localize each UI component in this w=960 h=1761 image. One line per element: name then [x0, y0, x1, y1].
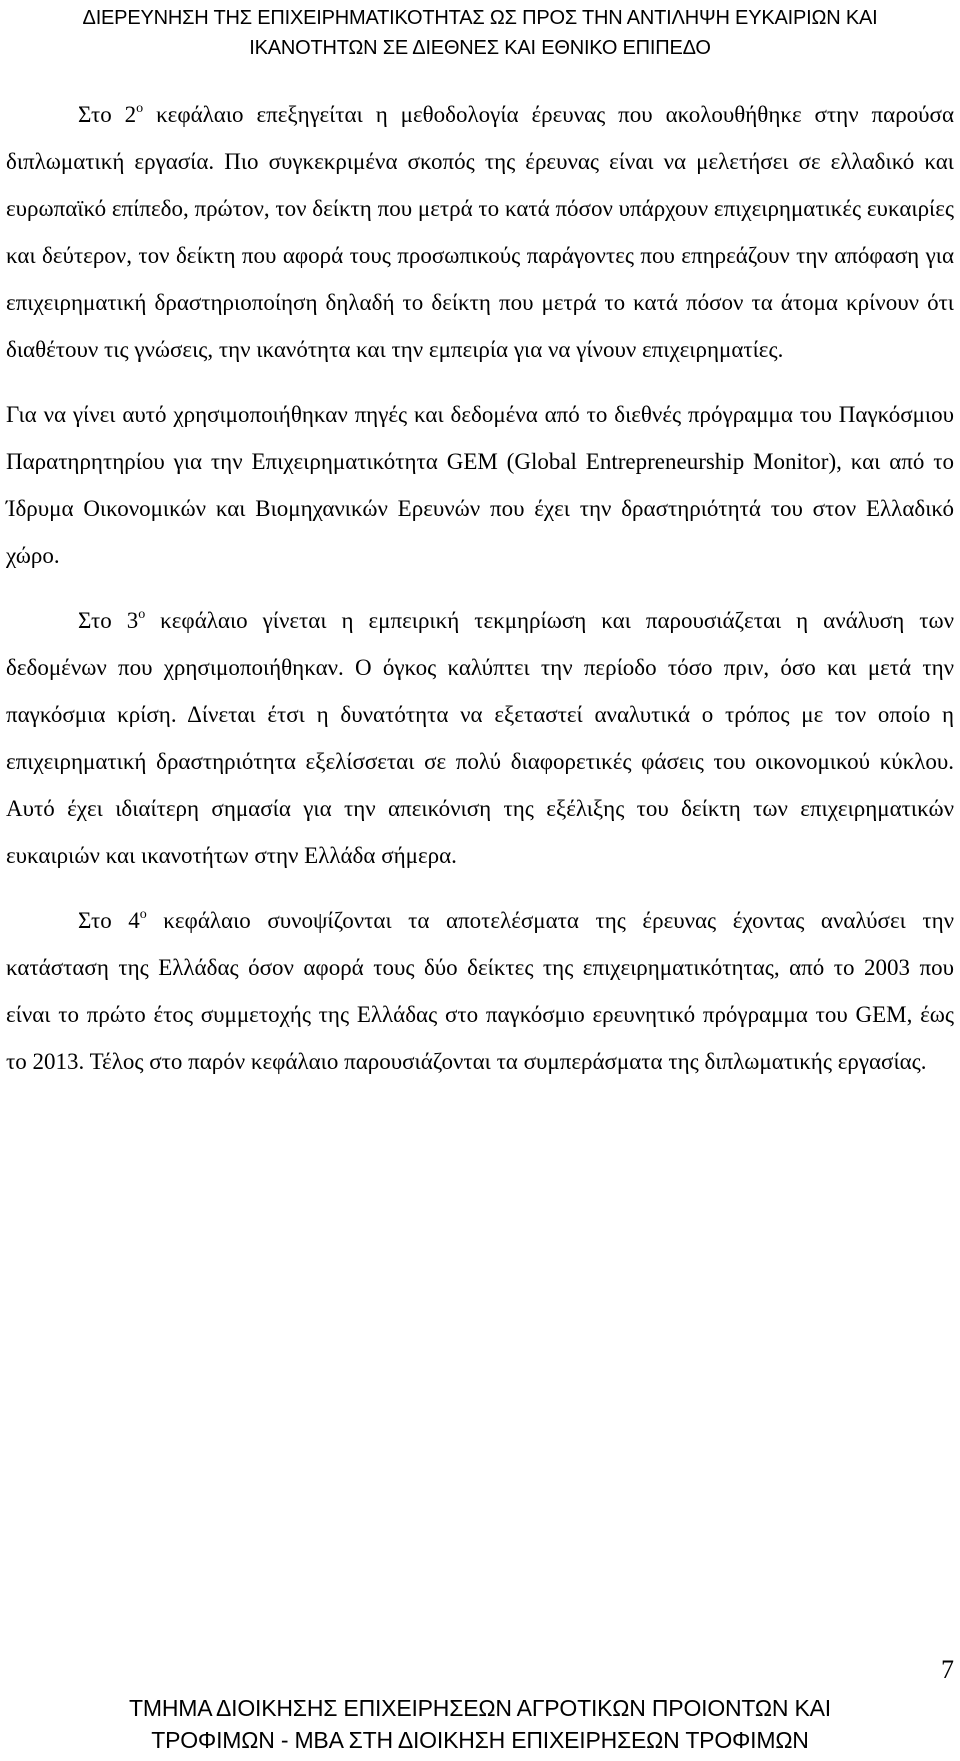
paragraph-chapter-4-text: κεφάλαιο συνοψίζονται τα αποτελέσματα της έρευνας έχοντας αναλύσει την κατάσταση της Ελλάδας όσον αφορά τους δύο δείκτες της επιχειρηματικότητας, από το 2003 που είναι το πρώτο έτος συμμετοχής της Ελλάδας στο παγκόσμιο ερευνητικό πρόγραμμα του GEM, έως το 2013. Τέλος στο παρόν κεφάλαιο παρουσιάζονται τα συμπεράσματα της διπλωματικής εργασίας. [6, 908, 955, 1074]
paragraph-chapter-3 [6, 597, 954, 879]
header-title-line-1: ΔΙΕΡΕΥΝΗΣΗ ΤΗΣ ΕΠΙΧΕΙΡΗΜΑΤΙΚΟΤΗΤΑΣ ΩΣ ΠΡΟΣ ΤΗΝ ΑΝΤΙΛΗΨΗ ΕΥΚΑΙΡΙΩΝ ΚΑΙ [82, 7, 878, 29]
ordinal-superscript: ο [138, 607, 146, 622]
ordinal-superscript: ο [136, 101, 144, 116]
paragraph-chapter-4 [6, 897, 954, 1085]
footer-line-1: ΤΜΗΜΑ ΔΙΟΙΚΗΣΗΣ ΕΠΙΧΕΙΡΗΣΕΩΝ ΑΓΡΟΤΙΚΩΝ ΠΡΟΙΟΝΤΩΝ ΚΑΙ [129, 1695, 831, 1721]
paragraph-chapter-4-lead: Στο 4 [78, 908, 140, 933]
header-title-line-2: ΙΚΑΝΟΤΗΤΩΝ ΣΕ ΔΙΕΘΝΕΣ ΚΑΙ ΕΘΝΙΚΟ ΕΠΙΠΕΔΟ [249, 37, 711, 59]
page-number: 7 [941, 1655, 954, 1684]
footer-line-2: ΤΡΟΦΙΜΩΝ - ΜΒΑ ΣΤΗ ΔΙΟΙΚΗΣΗ ΕΠΙΧΕΙΡΗΣΕΩΝ ΤΡΟΦΙΜΩΝ [151, 1727, 809, 1753]
page-header [0, 0, 960, 63]
paragraph-chapter-2-text: κεφάλαιο επεξηγείται η μεθοδολογία έρευνας που ακολουθήθηκε στην παρούσα διπλωματική εργασία. Πιο συγκεκριμένα σκοπός της έρευνας είναι να μελετήσει σε ελλαδικό και ευρωπαϊκό επίπεδο, πρώτον, τον δείκτη που μετρά το κατά πόσον υπάρχουν επιχειρηματικές ευκαιρίες και δεύτερον, τον δείκτη που αφορά τους προσωπικούς παράγοντες που επηρεάζουν την απόφαση για επιχειρηματική δραστηριοποίηση δηλαδή το δείκτη που μετρά το κατά πόσον τα άτομα κρίνουν ότι διαθέτουν τις γνώσεις, την ικανότητα και την εμπειρία για να γίνουν επιχειρηματίες. [6, 102, 955, 362]
paragraph-chapter-3-text: κεφάλαιο γίνεται η εμπειρική τεκμηρίωση και παρουσιάζεται η ανάλυση των δεδομένων που χρησιμοποιήθηκαν. Ο όγκος καλύπτει την περίοδο τόσο πριν, όσο και μετά την παγκόσμια κρίση. Δίνεται έτσι η δυνατότητα να εξεταστεί αναλυτικά ο τρόπος με τον οποίο η επιχειρηματική δραστηριότητα εξελίσσεται σε πολύ διαφορετικές φάσεις του οικονομικού κύκλου. Αυτό έχει ιδιαίτερη σημασία για την απεικόνιση της εξέλιξης του δείκτη των επιχειρηματικών ευκαιριών και ικανοτήτων στην Ελλάδα σήμερα. [6, 608, 954, 868]
paragraph-data-sources: Για να γίνει αυτό χρησιμοποιήθηκαν πηγές και δεδομένα από το διεθνές πρόγραμμα του Παγκόσμιου Παρατηρητηρίου για την Επιχειρηματικότητα GEM (Global Entrepreneurship Monitor), και από το Ίδρυμα Οικονομικών και Βιομηχανικών Ερευνών που έχει την δραστηριότητά του στον Ελλαδικό χώρο. [6, 402, 954, 568]
paragraph-chapter-2 [6, 91, 954, 373]
document-body [6, 91, 954, 1103]
paragraph-chapter-2-lead: Στο 2 [78, 102, 137, 127]
paragraph-chapter-3-lead: Στο 3 [78, 608, 139, 633]
ordinal-superscript: ο [139, 907, 147, 922]
page-footer [0, 1692, 960, 1756]
